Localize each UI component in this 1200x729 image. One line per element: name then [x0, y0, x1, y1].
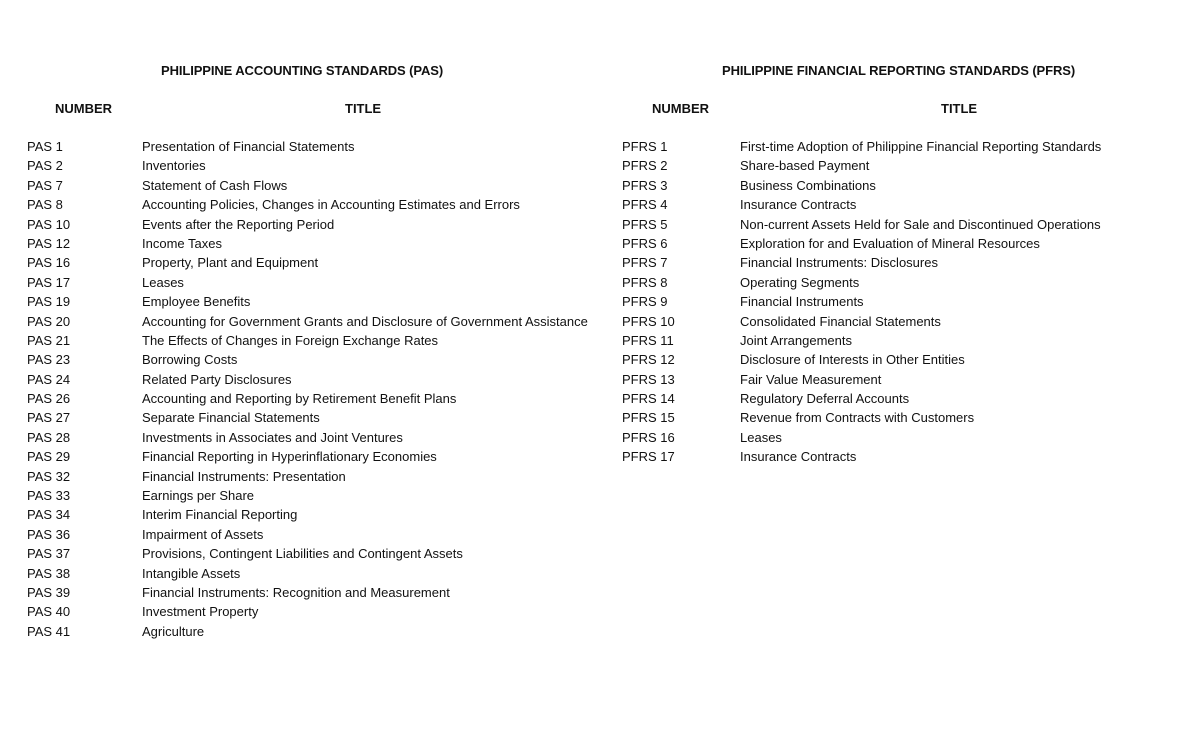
- pfrs-number-header: NUMBER: [652, 101, 710, 116]
- pfrs-number: PFRS 12: [622, 352, 675, 368]
- pas-row: [0, 505, 600, 524]
- pas-title: Accounting Policies, Changes in Accounting Estimates and Errors: [142, 197, 520, 213]
- pas-number: PAS 32: [27, 468, 71, 484]
- pfrs-row: [600, 253, 1200, 272]
- pfrs-section-title: PHILIPPINE FINANCIAL REPORTING STANDARDS (PFRS): [722, 63, 1076, 78]
- pfrs-number: PFRS 11: [622, 332, 674, 348]
- pas-number: PAS 37: [27, 546, 71, 562]
- pfrs-title: Business Combinations: [740, 177, 876, 193]
- pfrs-number: PFRS 9: [622, 294, 668, 310]
- pfrs-row: [600, 428, 1200, 447]
- pas-row: [0, 525, 600, 544]
- pas-number: PAS 29: [27, 449, 71, 465]
- pfrs-number: PFRS 15: [622, 410, 675, 426]
- pas-title: Income Taxes: [142, 235, 222, 251]
- pfrs-number: PFRS 17: [622, 449, 675, 465]
- pas-row: [0, 137, 600, 156]
- pas-row: [0, 253, 600, 272]
- pfrs-title: Financial Instruments: Disclosures: [740, 255, 938, 271]
- pfrs-number: PFRS 4: [622, 197, 668, 213]
- pas-title: Property, Plant and Equipment: [142, 255, 319, 271]
- pas-number-header: NUMBER: [55, 101, 113, 116]
- pfrs-title: Insurance Contracts: [740, 449, 857, 465]
- pfrs-row: [600, 234, 1200, 253]
- pfrs-row: [600, 273, 1200, 292]
- pas-row: [0, 176, 600, 195]
- pas-row: [0, 447, 600, 466]
- pas-row: [0, 273, 600, 292]
- pas-row: [0, 544, 600, 563]
- pfrs-number: PFRS 1: [622, 139, 668, 154]
- pas-row: [0, 292, 600, 311]
- pfrs-row: [600, 312, 1200, 331]
- pfrs-number: PFRS 16: [622, 429, 675, 445]
- pfrs-row: [600, 176, 1200, 195]
- pas-number: PAS 26: [27, 391, 71, 407]
- pas-number: PAS 36: [27, 526, 71, 542]
- pas-row: [0, 350, 600, 369]
- pas-title: Leases: [142, 274, 184, 290]
- pfrs-number: PFRS 2: [622, 158, 668, 174]
- pas-title: Employee Benefits: [142, 294, 251, 310]
- pfrs-number: PFRS 5: [622, 216, 668, 232]
- pas-row: [0, 195, 600, 214]
- pas-number: PAS 20: [27, 313, 71, 329]
- pas-number: PAS 24: [27, 371, 71, 387]
- pas-row: [0, 370, 600, 389]
- pas-title: Investments in Associates and Joint Ventures: [142, 429, 403, 445]
- pfrs-row: [600, 389, 1200, 408]
- pfrs-title: First-time Adoption of Philippine Financial Reporting Standards: [740, 139, 1102, 154]
- pas-number: PAS 39: [27, 584, 71, 600]
- pas-title: Financial Instruments: Presentation: [142, 468, 346, 484]
- pas-title: Provisions, Contingent Liabilities and Contingent Assets: [142, 546, 463, 562]
- pfrs-title: Disclosure of Interests in Other Entities: [740, 352, 965, 368]
- pfrs-number: PFRS 10: [622, 313, 675, 329]
- pfrs-title-header: TITLE: [941, 101, 978, 116]
- pas-row: [0, 234, 600, 253]
- pas-title: Events after the Reporting Period: [142, 216, 335, 232]
- pas-title: Accounting for Government Grants and Disclosure of Government Assistance: [142, 313, 588, 329]
- pfrs-title: Regulatory Deferral Accounts: [740, 391, 910, 407]
- pfrs-row: [600, 408, 1200, 427]
- pfrs-number: PFRS 3: [622, 177, 668, 193]
- pas-number: PAS 41: [27, 623, 71, 639]
- pas-number: PAS 8: [27, 197, 63, 213]
- pfrs-title: Exploration for and Evaluation of Mineral Resources: [740, 235, 1040, 251]
- pas-title: Interim Financial Reporting: [142, 507, 298, 523]
- pas-title: Borrowing Costs: [142, 352, 238, 368]
- pfrs-number: PFRS 14: [622, 391, 675, 407]
- pas-title: The Effects of Changes in Foreign Exchange Rates: [142, 332, 439, 348]
- pas-number: PAS 33: [27, 488, 71, 504]
- pas-number: PAS 16: [27, 255, 71, 271]
- pas-row: [0, 486, 600, 505]
- pas-row: [0, 215, 600, 234]
- pfrs-title: Operating Segments: [740, 274, 860, 290]
- pfrs-title: Share-based Payment: [740, 158, 870, 174]
- pas-number: PAS 19: [27, 294, 71, 310]
- pas-title: Accounting and Reporting by Retirement Benefit Plans: [142, 391, 457, 407]
- pfrs-row: [600, 350, 1200, 369]
- pas-number: PAS 7: [27, 177, 63, 193]
- pas-row: [0, 428, 600, 447]
- pas-section-title: PHILIPPINE ACCOUNTING STANDARDS (PAS): [161, 63, 444, 78]
- pas-number: PAS 34: [27, 507, 71, 523]
- pas-number: PAS 28: [27, 429, 71, 445]
- pfrs-list: [600, 137, 1200, 467]
- pfrs-title: Joint Arrangements: [740, 332, 853, 348]
- pfrs-title: Insurance Contracts: [740, 197, 857, 213]
- pas-row: [0, 622, 600, 641]
- pfrs-number: PFRS 13: [622, 371, 675, 387]
- pas-row: [0, 156, 600, 175]
- pas-title: Related Party Disclosures: [142, 371, 292, 387]
- pfrs-title: Non-current Assets Held for Sale and Discontinued Operations: [740, 216, 1101, 232]
- pas-title: Agriculture: [142, 623, 205, 639]
- pas-number: PAS 17: [27, 274, 71, 290]
- pfrs-row: [600, 447, 1200, 466]
- pfrs-row: [600, 331, 1200, 350]
- pas-row: [0, 312, 600, 331]
- pas-title: Intangible Assets: [142, 565, 241, 581]
- pas-row: [0, 564, 600, 583]
- pas-title: Earnings per Share: [142, 488, 255, 504]
- pas-title: Financial Instruments: Recognition and Measurement: [142, 584, 450, 600]
- pfrs-title: Consolidated Financial Statements: [740, 313, 941, 329]
- pas-row: [0, 602, 600, 621]
- pfrs-number: PFRS 8: [622, 274, 668, 290]
- pas-row: [0, 467, 600, 486]
- pas-title: Impairment of Assets: [142, 526, 264, 542]
- pas-row: [0, 331, 600, 350]
- pas-number: PAS 12: [27, 235, 71, 251]
- pas-row: [0, 408, 600, 427]
- pas-title: Presentation of Financial Statements: [142, 139, 355, 154]
- pas-title: Separate Financial Statements: [142, 410, 320, 426]
- pfrs-row: [600, 370, 1200, 389]
- pas-title: Inventories: [142, 158, 206, 174]
- pas-number: PAS 10: [27, 216, 71, 232]
- pas-number: PAS 38: [27, 565, 71, 581]
- pfrs-title: Leases: [740, 429, 782, 445]
- pfrs-row: [600, 195, 1200, 214]
- pfrs-number: PFRS 7: [622, 255, 668, 271]
- pas-title: Investment Property: [142, 604, 259, 620]
- pfrs-number: PFRS 6: [622, 235, 668, 251]
- pas-title-header: TITLE: [345, 101, 382, 116]
- pas-number: PAS 2: [27, 158, 63, 174]
- pas-number: PAS 1: [27, 139, 63, 154]
- pas-number: PAS 23: [27, 352, 71, 368]
- pas-number: PAS 40: [27, 604, 71, 620]
- pfrs-row: [600, 137, 1200, 156]
- pfrs-row: [600, 292, 1200, 311]
- pfrs-title: Revenue from Contracts with Customers: [740, 410, 975, 426]
- pfrs-section: [600, 0, 1200, 729]
- pfrs-title: Fair Value Measurement: [740, 371, 882, 387]
- pfrs-row: [600, 215, 1200, 234]
- pas-number: PAS 21: [27, 332, 71, 348]
- pas-list: [0, 137, 600, 641]
- pas-row: [0, 583, 600, 602]
- pfrs-title: Financial Instruments: [740, 294, 864, 310]
- pas-number: PAS 27: [27, 410, 71, 426]
- pfrs-row: [600, 156, 1200, 175]
- pas-title: Financial Reporting in Hyperinflationary Economies: [142, 449, 437, 465]
- pas-title: Statement of Cash Flows: [142, 177, 288, 193]
- pas-row: [0, 389, 600, 408]
